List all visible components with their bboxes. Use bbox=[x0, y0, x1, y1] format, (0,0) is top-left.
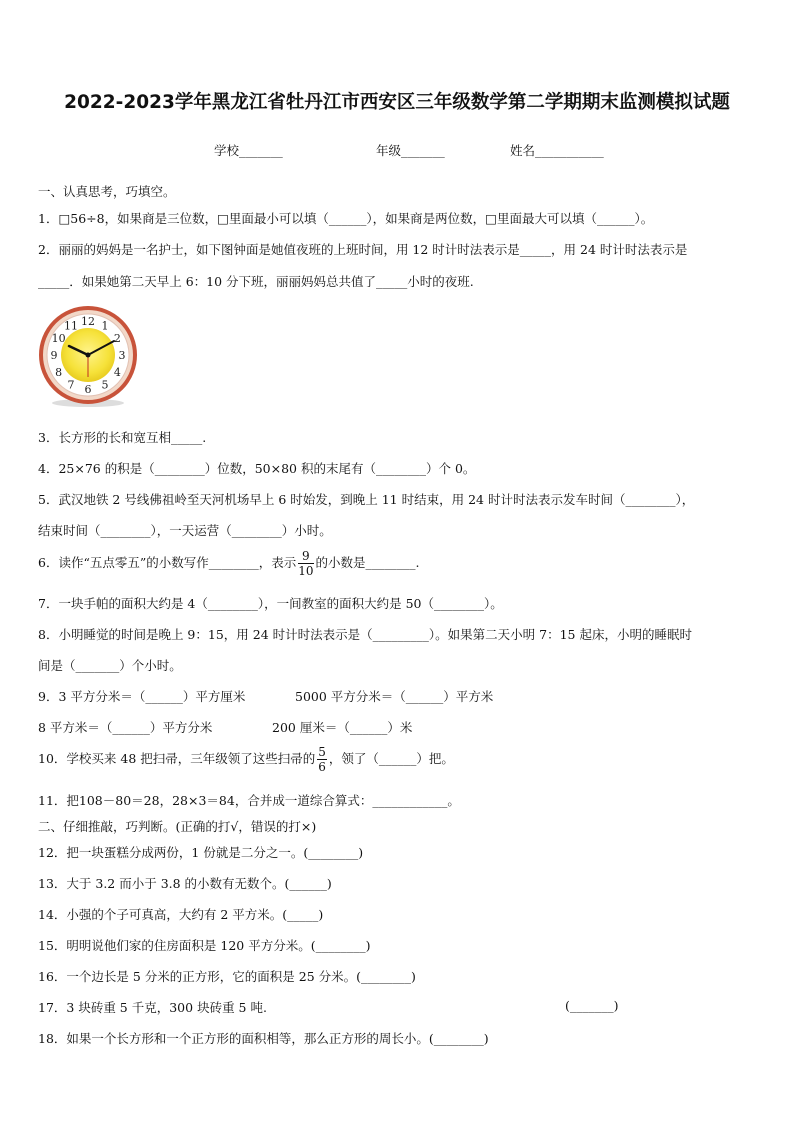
question-8-line2: 间是（_______）个小时。 bbox=[38, 658, 182, 673]
clock-numeral: 8 bbox=[55, 366, 63, 379]
page-title: 2022-2023学年黑龙江省牡丹江市西安区三年级数学第二学期期末监测模拟试题 bbox=[64, 92, 730, 113]
question-15: 15．明明说他们家的住房面积是 120 平方分米。(________) bbox=[38, 938, 371, 953]
clock-numeral: 7 bbox=[67, 378, 75, 392]
section-heading: 一、认真思考，巧填空。 bbox=[38, 184, 176, 199]
clock-numeral: 12 bbox=[81, 315, 95, 328]
question-9d: 200 厘米＝（______）米 bbox=[272, 720, 413, 735]
question-2-line2: _____．如果她第二天早上 6：10 分下班，丽丽妈妈总共值了_____小时的夜班. bbox=[38, 274, 474, 289]
question-17-answer: (_______) bbox=[565, 998, 619, 1013]
fraction-5-6: $\frac{5}{6}$ bbox=[318, 745, 326, 774]
question-9b: 5000 平方分米＝（______）平方米 bbox=[295, 689, 494, 704]
school-field: 学校_______ bbox=[214, 143, 283, 158]
clock-numeral: 5 bbox=[101, 378, 109, 392]
question-14: 14．小强的个子可真高，大约有 2 平方米。(_____) bbox=[38, 907, 324, 922]
question-9c: 8 平方米＝（______）平方分米 bbox=[38, 720, 213, 735]
clock-numeral: 11 bbox=[64, 319, 78, 333]
name-field: 姓名___________ bbox=[510, 143, 604, 158]
question-9a: 9．3 平方分米＝（______）平方厘米 bbox=[38, 689, 246, 704]
question-11: 11．把108－80＝28，28×3＝84，合并成一道综合算式：____________。 bbox=[38, 793, 460, 808]
question-10-text-a: 10．学校买来 48 把扫帚，三年级领了这些扫帚的 bbox=[38, 751, 316, 766]
question-6 bbox=[38, 549, 420, 578]
question-2-line1: 2．丽丽的妈妈是一名护士，如下图钟面是她值夜班的上班时间，用 12 时计时法表示是_____，用 24 时计时法表示是 bbox=[38, 242, 688, 257]
question-4: 4．25×76 的积是（________）位数，50×80 积的末尾有（________）个 0。 bbox=[38, 461, 476, 476]
clock-numeral: 6 bbox=[84, 383, 92, 396]
question-6-text-b: 的小数是________. bbox=[315, 555, 420, 570]
section-heading-2: 二、仔细推敲，巧判断。(正确的打√，错误的打×) bbox=[38, 819, 317, 834]
question-10-text-b: ，领了（______）把。 bbox=[328, 751, 454, 766]
question-7: 7．一块手帕的面积大约是 4（________），一间教室的面积大约是 50（________）。 bbox=[38, 596, 503, 611]
question-5-line2: 结束时间（________），一天运营（________）小时。 bbox=[38, 523, 332, 538]
clock-numeral: 2 bbox=[113, 332, 121, 345]
question-17: 17．3 块砖重 5 千克，300 块砖重 5 吨. bbox=[38, 1000, 267, 1015]
question-6-text-a: 6．读作“五点零五”的小数写作________，表示 bbox=[38, 555, 297, 570]
clock-numeral: 1 bbox=[101, 319, 109, 333]
question-3: 3．长方形的长和宽互相_____. bbox=[38, 430, 207, 445]
question-16: 16．一个边长是 5 分米的正方形，它的面积是 25 分米。(________) bbox=[38, 969, 416, 984]
question-10 bbox=[38, 745, 454, 774]
question-5-line1: 5．武汉地铁 2 号线佛祖岭至天河机场早上 6 时始发，到晚上 11 时结束，用 24 时计时法表示发车时间（________）， bbox=[38, 492, 695, 507]
clock-numeral: 10 bbox=[51, 332, 66, 345]
clock-icon bbox=[36, 305, 140, 409]
clock-numeral: 4 bbox=[113, 366, 121, 379]
fraction-9-10: $\frac{9}{10}$ bbox=[298, 549, 314, 578]
question-12: 12．把一块蛋糕分成两份，1 份就是二分之一。(________) bbox=[38, 845, 364, 860]
grade-field: 年级_______ bbox=[376, 143, 445, 158]
clock-numeral: 9 bbox=[50, 349, 58, 362]
question-13: 13．大于 3.2 而小于 3.8 的小数有无数个。(______) bbox=[38, 876, 332, 891]
clock-numeral: 3 bbox=[118, 349, 126, 362]
question-18: 18．如果一个长方形和一个正方形的面积相等，那么正方形的周长小。(________) bbox=[38, 1031, 489, 1046]
question-1: 1．□56÷8，如果商是三位数，□里面最小可以填（______），如果商是两位数，□里面最大可以填（______）。 bbox=[38, 211, 654, 226]
question-8-line1: 8．小明睡觉的时间是晚上 9：15，用 24 时计时法表示是（_________）。如果第二天小明 7：15 起床，小明的睡眠时 bbox=[38, 627, 692, 642]
